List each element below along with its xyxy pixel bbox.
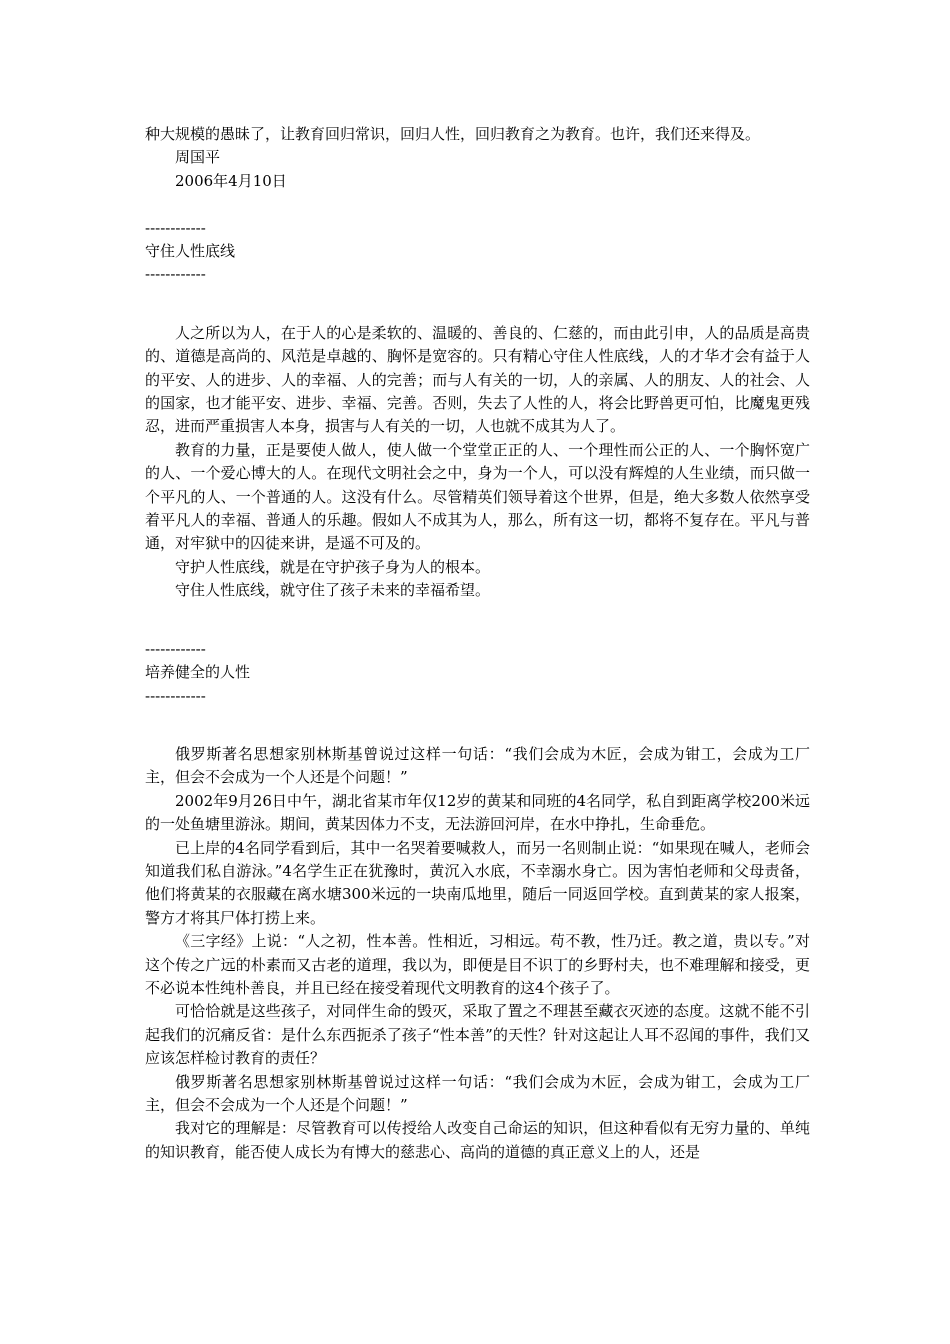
spacer [145, 193, 810, 216]
author-name: 周国平 [175, 148, 221, 167]
separator-line: ------------ [145, 265, 206, 284]
body-paragraph: 教育的力量，正是要使人做人，使人做一个堂堂正正的人、一个理性而公正的人、一个胸怀宽广的人、一个爱心博大的人。在现代文明社会之中，身为一个人，可以没有辉煌的人生业绩，而只做一个平凡的人、一个普通的人。这没有什么。尽管精英们领导着这个世界，但是，绝大多数人依然享受着平凡人的幸福、普通人的乐趣。假如人不成其为人，那么，所有这一切，都将不复存在。平凡与普通，对牢狱中的囚徒来讲，是遥不可及的。 [145, 440, 810, 553]
document-page [145, 123, 810, 1164]
body-paragraph: 守护人性底线，就是在守护孩子身为人的根本。 [175, 557, 491, 576]
section-title: 守住人性底线 [145, 242, 236, 261]
date-line: 2006年4月10日 [175, 171, 287, 190]
section-title: 培养健全的人性 [145, 663, 251, 682]
separator-line: ------------ [145, 218, 206, 237]
body-paragraph: 守住人性底线，就守住了孩子未来的幸福希望。 [175, 581, 491, 600]
separator-line: ------------ [145, 686, 206, 705]
intro-closing-line: 种大规模的愚昧了，让教育回归常识，回归人性，回归教育之为教育。也许，我们还来得及。 [145, 125, 761, 143]
body-paragraph: 俄罗斯著名思想家别林斯基曾说过这样一句话：“我们会成为木匠，会成为钳工，会成为工厂主，但会不会成为一个人还是个问题！” [145, 744, 810, 787]
body-paragraph: 可恰恰就是这些孩子，对同伴生命的毁灭，采取了置之不理甚至藏衣灭迹的态度。这就不能不引起我们的沉痛反省：是什么东西扼杀了孩子“性本善”的天性？针对这起让人耳不忍闻的事件，我们又应该怎样检讨教育的责任？ [145, 1002, 810, 1068]
body-paragraph: 俄罗斯著名思想家别林斯基曾说过这样一句话：“我们会成为木匠，会成为钳工，会成为工厂主，但会不会成为一个人还是个问题！” [145, 1072, 810, 1115]
body-paragraph: 《三字经》上说：“人之初，性本善。性相近，习相远。苟不教，性乃迁。教之道，贵以专。”对这个传之广远的朴素而又古老的道理，我以为，即便是目不识丁的乡野村夫，也不难理解和接受，更不必说本性纯朴善良，并且已经在接受着现代文明教育的这4个孩子了。 [145, 932, 810, 997]
body-paragraph: 已上岸的4名同学看到后，其中一名哭着要喊救人，而另一名则制止说：“如果现在喊人，老师会知道我们私自游泳。”4名学生正在犹豫时，黄沉入水底，不幸溺水身亡。因为害怕老师和父母责备，他们将黄某的衣服藏在离水塘300米远的一块南瓜地里，随后一同返回学校。直到黄某的家人报案，警方才将其尸体打捞上来。 [145, 838, 810, 927]
body-paragraph: 人之所以为人，在于人的心是柔软的、温暖的、善良的、仁慈的，而由此引申，人的品质是高贵的、道德是高尚的、风范是卓越的、胸怀是宽容的。只有精心守住人性底线，人的才华才会有益于人的平安、人的进步、人的幸福、人的完善；而与人有关的一切，人的亲属、人的朋友、人的社会、人的国家，也才能平安、进步、幸福、完善。否则，失去了人性的人，将会比野兽更可怕，比魔鬼更残忍，进而严重损害人本身，损害与人有关的一切，人也就不成其为人了。 [145, 323, 810, 436]
spacer [145, 603, 810, 638]
body-paragraph: 2002年9月26日中午，湖北省某市年仅12岁的黄某和同班的4名同学，私自到距离学校200米远的一处鱼塘里游泳。期间，黄某因体力不支，无法游回河岸，在水中挣扎，生命垂危。 [145, 791, 810, 834]
separator-line: ------------ [145, 639, 206, 658]
spacer [145, 708, 810, 743]
spacer [145, 287, 810, 322]
body-paragraph: 我对它的理解是：尽管教育可以传授给人改变自己命运的知识，但这种看似有无穷力量的、单纯的知识教育，能否使人成长为有博大的慈悲心、高尚的道德的真正意义上的人，还是 [145, 1119, 810, 1161]
